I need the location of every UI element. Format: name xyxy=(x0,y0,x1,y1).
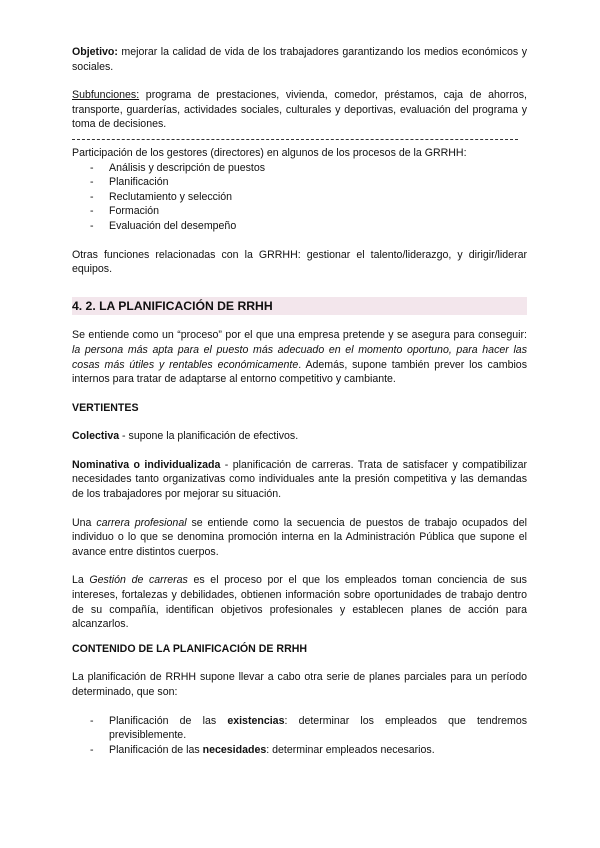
document-page xyxy=(72,45,527,757)
definicion-before: Se entiende como un “proceso” por el que una empresa pretende y se asegura para conseguir: xyxy=(72,329,527,342)
list-item: - Análisis y descripción de puestos xyxy=(72,161,527,176)
carrera-paragraph xyxy=(72,516,527,560)
list-item: - Evaluación del desempeño xyxy=(72,219,527,234)
carrera-after: se entiende como la secuencia de puestos de trabajo ocupados del individuo o lo que se denomina promoción interna en la Administración Pública que supone el avance entre distintos cuerpos. xyxy=(72,516,527,558)
gestion-paragraph xyxy=(72,573,527,631)
definicion-italic: la persona más apta para el puesto más adecuado en el momento oportuno, para hacer las cosas más útiles y rentables económicamente xyxy=(72,343,527,371)
objetivo-label: Objetivo: xyxy=(72,46,118,58)
participacion-intro: Participación de los gestores (directores) en algunos de los procesos de la GRRHH: xyxy=(72,146,467,159)
list-item: - Formación xyxy=(72,204,527,219)
colectiva-paragraph xyxy=(72,429,527,444)
definicion-paragraph xyxy=(72,328,527,386)
plan-text-bold: necesidades xyxy=(202,743,267,756)
list-item xyxy=(72,714,527,743)
objetivo-text: mejorar la calidad de vida de los trabajadores garantizando los medios económicos y sociales. xyxy=(72,46,527,73)
colectiva-label: Colectiva xyxy=(72,430,120,443)
carrera-before: Una xyxy=(72,516,97,529)
subfunciones-text: programa de prestaciones, vivienda, comedor, préstamos, caja de ahorros, transporte, guarderías, actividades sociales, culturales y deportivas, evaluación del programa y toma de decisiones. xyxy=(72,89,527,131)
nominativa-paragraph xyxy=(72,458,527,502)
section-heading: 4. 2. LA PLANIFICACIÓN DE RRHH xyxy=(72,297,527,316)
gestion-after: es el proceso por el que los empleados toman conciencia de sus intereses, fortalezas y debilidades, obtienen información sobre oportunidades de trabajo dentro de su compañía, identifican objetivos profesionales y establecen planes de acción para alcanzarlos. xyxy=(72,574,527,631)
colectiva-text: - supone la planificación de efectivos. xyxy=(119,430,299,443)
plan-text-after: : determinar los empleados que tendremos previsiblemente. xyxy=(109,714,528,742)
dashed-divider xyxy=(72,139,518,141)
contenido-heading: CONTENIDO DE LA PLANIFICACIÓN DE RRHH xyxy=(72,642,308,655)
definicion-after: . Además, supone también prever los cambios internos para tratar de adaptarse al entorno competitivo y cambiante. xyxy=(72,358,527,386)
otras-funciones-paragraph: Otras funciones relacionadas con la GRRHH: gestionar el talento/liderazgo, y dirigir/liderar equipos. xyxy=(72,248,527,276)
subfunciones-paragraph xyxy=(72,88,527,132)
objetivo-paragraph xyxy=(72,45,527,74)
list-item: - Planificación xyxy=(72,175,527,190)
plan-text-after: : determinar empleados necesarios. xyxy=(266,743,435,756)
list-item: - Reclutamiento y selección xyxy=(72,190,527,205)
vertientes-heading: VERTIENTES xyxy=(72,401,139,414)
planes-list xyxy=(72,714,527,758)
nominativa-label: Nominativa o individualizada xyxy=(72,458,221,471)
plan-text-before: Planificación de las xyxy=(109,743,203,756)
gestion-italic: Gestión de carreras xyxy=(89,574,188,587)
nominativa-text: - planificación de carreras. Trata de satisfacer y compatibilizar necesidades tanto organizativas como individuales ante la presión competitiva y las demandas de los trabajadores por mejorar su situación. xyxy=(72,458,527,501)
participacion-list xyxy=(72,161,527,234)
gestion-before: La xyxy=(72,574,90,587)
contenido-intro: La planificación de RRHH supone llevar a cabo otra serie de planes parciales para un período determinado, que son: xyxy=(72,671,527,698)
list-item xyxy=(72,743,527,758)
carrera-italic: carrera profesional xyxy=(96,516,187,529)
plan-text-before: Planificación de las xyxy=(109,714,228,727)
plan-text-bold: existencias xyxy=(227,714,285,727)
subfunciones-label: Subfunciones: xyxy=(72,89,140,102)
